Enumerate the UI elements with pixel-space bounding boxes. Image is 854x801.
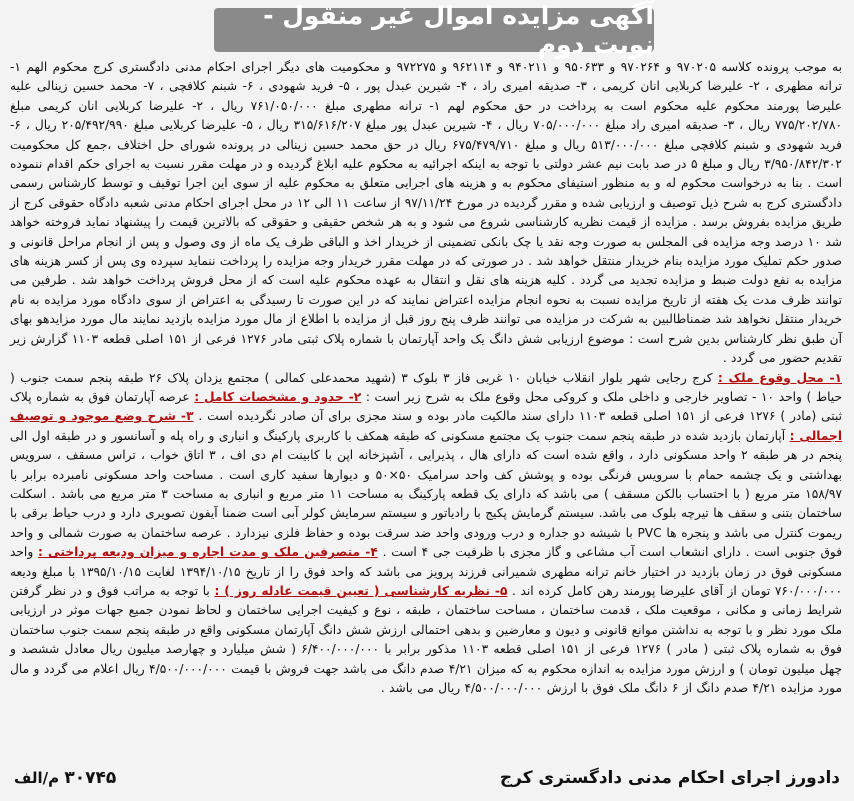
issuing-authority: دادورز اجرای احکام مدنی دادگستری کرج	[499, 768, 840, 788]
section-2-label: ۲- حدود و مشخصات کامل :	[194, 389, 362, 404]
section-5-text: با توجه به مراتب فوق و در نظر گرفتن شرایط زمانی و مکانی ، موقعیت ملک ، قدمت ساختمان ، مساحت ساختمان ، طبقه ، نوع و کیفیت اجرایی ساختمان و لحاظ نمودن جمیع جهات موثر در ارزیابی ملک مورد نظر و با توجه به نداشتن موانع قانونی و دیون و معارضین و بدهی احتمالی ارزش شش دانگ آپارتمان مسکونی واقع در طبقه پنجم سمت جنوب ساختمان فوق به شماره پلاک ثبتی ( مادر ) ۱۲۷۶ فرعی از ۱۵۱ اصلی قطعه ۱۱۰۳ مذکور برابر با ۶/۴۰۰/۰۰۰/۰۰۰ ( شش میلیارد و چهارصد میلیون ریال معادل ششصد و چهل میلیون تومان ) و ارزش مورد مزایده به اندازه محکوم به که میزان ۴/۲۱ صدم دانگ می باشد جهت فروش با قیمت ۴/۵۰۰/۰۰۰/۰۰۰ ریال اعلام می گردد و مال مورد مزایده ۴/۲۱ صدم دانگ از ۶ دانگ ملک فوق با ارزش ۴/۵۰۰/۰۰۰/۰۰۰ ریال می باشد .	[10, 583, 842, 695]
section-1-label: ۱- محل وقوع ملک :	[717, 370, 842, 385]
section-3-label: ۳- شرح وضع موجود و توصیف اجمالی :	[10, 409, 843, 443]
notice-body	[10, 58, 842, 698]
section-4-text: واحد مسکونی فوق در زمان بازدید در اختیار خانم ترانه مطهری شمیرانی فرزند پرویز می باشد که واحد فوق را از تاریخ ۱۳۹۴/۱۰/۱۵ لغایت ۱۳۹۵/۱۰/۱۵ با مبلغ ودیعه ۷۶۰/۰۰۰/۰۰۰ تومان از آقای علیرضا پورمند رهن کامل کرده اند .	[10, 545, 843, 598]
notice-title: آگهی مزایده اموال غیر منقول - نوبت دوم	[263, 1, 654, 59]
section-5-label: ۵- نظریه کارشناسی ( تعیین قیمت عادله روز ) :	[214, 583, 508, 598]
section-2-text: عرصه آپارتمان فوق به شماره پلاک ثبتی (مادر ) ۱۲۷۶ فرعی از ۱۵۱ اصلی قطعه ۱۱۰۳ دارای سند مالکیت مادر بوده و سند مجزی برای آن صادر نگردیده است .	[10, 389, 843, 424]
reference-code	[14, 768, 116, 788]
intro-text: به موجب پرونده کلاسه ۹۷۰۲۰۵ و ۹۷۰۲۶۴ و ۹۵۰۶۳۳ و ۹۴۰۲۱۱ و ۹۶۲۱۱۴ و ۹۷۲۲۷۵ و محکومیت های دیگر اجرای احکام مدنی دادگستری کرج محکوم الهم ۱- ترانه مطهری ، ۲- علیرضا کربلایی انان کریمی ، ۳- صدیقه امیری راد ، ۴- شیرین عبدل پور ، ۵- فرید شهودی ، ۶- شبنم کلافچی ، ۷- محمد حسین زینالی علیه علیرضا پورمند محکوم علیه محکوم است به پرداخت در حق محکوم لهم ۱- ترانه مطهری مبلغ ۷۶۱/۰۵۰/۰۰۰ ریال ، ۲- علیرضا کربلایی انان کریمی مبلغ ۷۷۵/۲۰۲/۷۸۰ ریال ، ۳- صدیقه امیری راد مبلغ ۷۰۵/۰۰۰/۰۰۰ ریال ، ۴- شیرین عبدل پور مبلغ ۳۱۵/۶۱۶/۲۰۷ ریال ، ۵- علیرضا کربلایی مبلغ ۲۰۵/۴۹۲/۹۹۰ ریال ، ۶- فرید شهودی و شبنم کلافچی مبلغ ۵۱۳/۰۰۰/۰۰۰ ریال و مبلغ ۶۷۵/۴۷۹/۷۱۰ ریال در حق محمد حسین زینالی در پرونده شورای حل اختلاف ،جمع کل محکومیت ۳/۹۵۰/۸۴۲/۳۰۲ ریال و مبلغ ۵ در صد بابت نیم عشر دولتی با توجه به اینکه اجرائیه به محکوم علیه ابلاغ گردیده و در مهلت مقرر نسبت به اجرای حکم اقدام ننموده است . بنا به درخواست محکوم له و به منظور استیفای محکوم به و هزینه های اجرایی متعلق به محکوم علیه از سوی این اجرا توقیف و توسط کارشناس رسمی دادگستری کرج به شرح ذیل توصیف و ارزیابی شده و مقرر گردیده در مورخ ۹۷/۱۱/۲۴ از ساعت ۱۱ الی ۱۲ در محل اجرای احکام مدنی شعبه دادگاه حقوقی کرج از طریق مزایده بفروش برسد . مزایده از قیمت نظریه کارشناسی شروع می شود و به هر شخص حقیقی و حقوقی که بالاترین قیمت را پیشنهاد نماید فروخته خواهد شد ۱۰ درصد وجه مزایده فی المجلس به صورت وجه نقد یا چک بانکی تضمینی از خریدار اخذ و الباقی ظرف یک ماه از وی وصول و پس از انجام مراحل قانونی و صدور حکم تملیک مورد مزایده بنام خریدار منتقل خواهد شد . در صورتی که در مهلت مقرر خریدار وجه مزایده را پرداخت ننماید سپرده وی پس از کسر هزینه های مزایده به نفع دولت ضبط و مزایده تجدید می گردد . کلیه هزینه های نقل و انتقال به عهده محکوم علیه است که از محل فروش پرداخت خواهد شد . طرفین می توانند ظرف مدت یک هفته از تاریخ مزایده نسبت به نحوه انجام مزایده اعتراض نمایند که در این صورت تا رسیدگی به اعتراض از سوی دادگاه مورد مزایده به نام خریدار منتقل نخواهد شد ضمناطالبین به شرکت در مزایده می توانند ظرف پنج روز قبل از مزایده با اطلاع از مال مورد مزایده بازدید نمایند مال مورد مزایدهو بهای آن طبق نظر کارشناس بدین شرح است : موضوع ارزیابی شش دانگ یک واحد آپارتمان با شماره پلاک ثبتی مادر ۱۲۷۶ فرعی از ۱۵۱ اصلی قطعه ۱۱۰۳ گزارش زیر تقدیم حضور می گردد .	[10, 60, 843, 366]
section-4-label: ۴- متصرفین ملک و مدت اجاره و میزان ودیعه پرداختی :	[38, 545, 378, 560]
reference-suffix: م/الف	[14, 769, 60, 787]
section-1-text: کرج رجایی شهر بلوار انقلاب خیابان ۱۰ غربی فاز ۳ بلوک ۳ (شهید محمدعلی کمالی ) مجتمع یزدان پلاک ۲۶ طبقه پنجم سمت جنوب ( حیاط ) واحد ۱۰ - تصاویر خارجی و داخلی ملک و کروکی محل وقوع ملک به شرح زیر است :	[10, 370, 843, 404]
details-paragraph	[10, 369, 842, 699]
section-3-text: آپارتمان بازدید شده در طبقه پنجم سمت جنوب یک مجتمع مسکونی که طبقه همکف با کاربری پارکینگ و انباری و راه پله و آسانسور و در طبقه اول الی پنجم در هر طبقه ۲ واحد مسکونی دارد ، واقع شده است که دارای هال ، پذیرایی ، آشپزخانه اپن با کابینت ام دی اف ، ۳ اتاق خواب ، تراس مسقف ، سرویس بهداشتی و یک چشمه حمام با سرویس فرنگی بوده و پوشش کف واحد سرامیک ۵۰×۵۰ و دیوارها سفید کاری است . مساحت واحد مسکونی نامبرده برابر با ۱۵۸/۹۷ متر مربع ( با احتساب بالکن مسقف ) می باشد که دارای یک قطعه پارکینگ به مساحت ۱۱ متر مربع و انباری به مساحت ۳ متر مربع می باشد . اسکلت ساختمان بتنی و سقف ها تیرچه بلوک می باشد. سیستم گرمایش پکیج با رادیاتور و سیستم سرمایش کولر آبی است ضمنا آیفون تصویری دارد و درب حیاط برقی با ریموت کنترل می باشد و پنجره ها PVC با شیشه دو جداره و درب ورودی واحد ضد سرقت بوده و حفاظ فلزی نیزدارد . عرصه ساختمان به صورت شمالی و واحد فوق جنوبی است . دارای انشعاب است آب مشاعی و گاز مجزی با ظرفیت جی ۴ است .	[10, 428, 843, 560]
notice-footer	[14, 765, 840, 791]
title-banner	[214, 1, 654, 59]
reference-number: ۳۰۷۴۵	[64, 768, 117, 788]
intro-paragraph	[10, 58, 842, 369]
